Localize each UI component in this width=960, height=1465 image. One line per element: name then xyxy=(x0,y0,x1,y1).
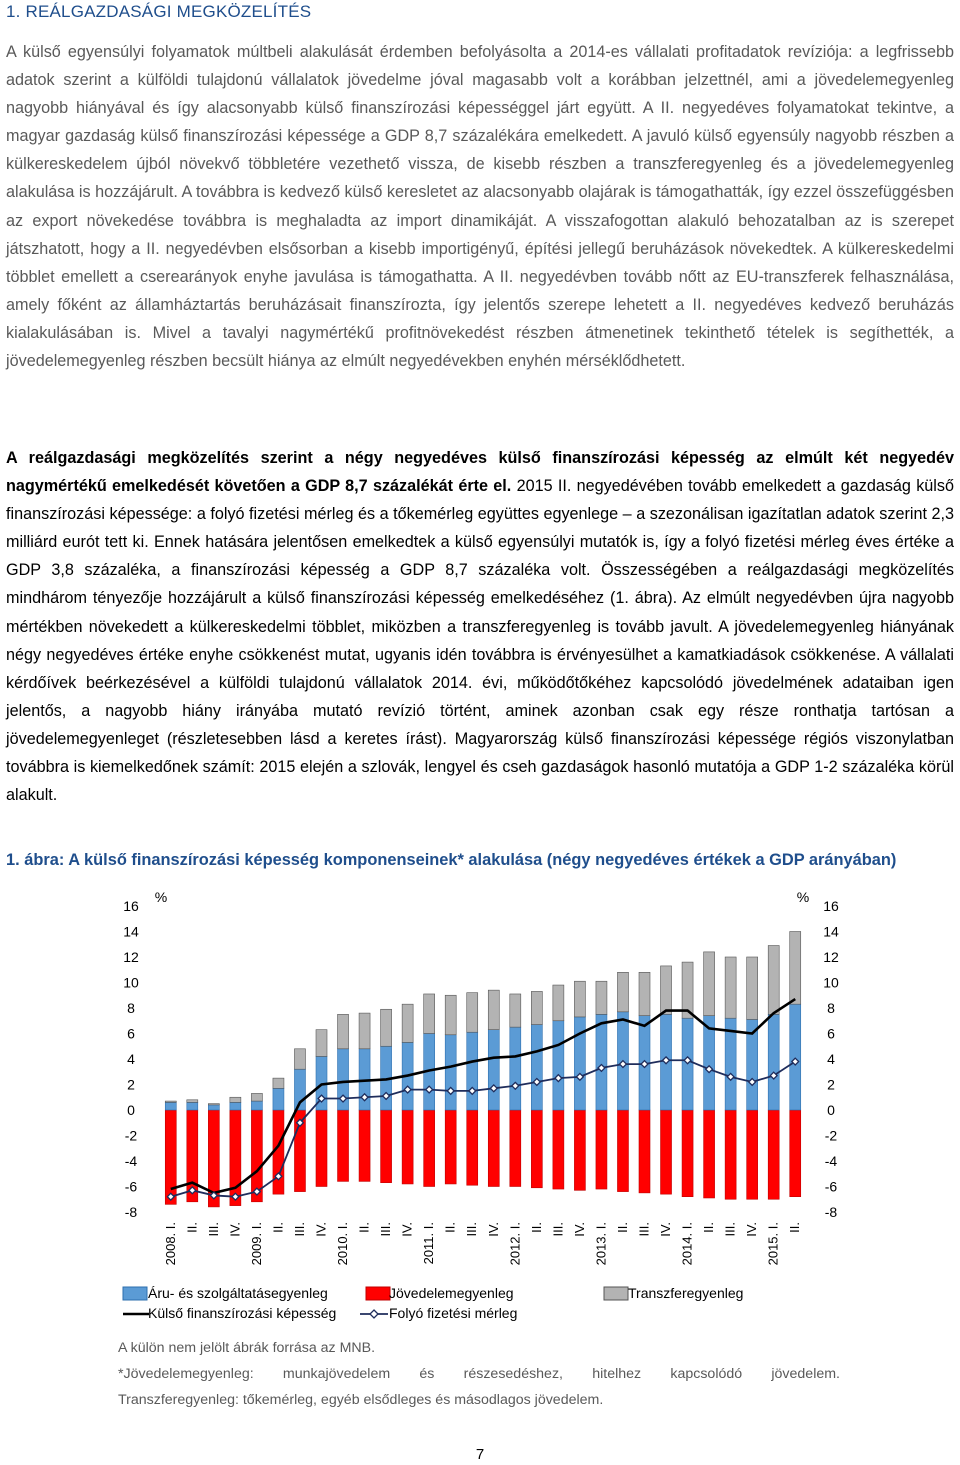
y-tick-left: -4 xyxy=(124,1153,138,1169)
bar-transzferegyenleg xyxy=(338,1014,349,1048)
bar-jovedelemegyenleg xyxy=(790,1110,801,1197)
bar-aru-szolgaltatas xyxy=(187,1102,198,1110)
legend-label-aru: Áru- és szolgáltatásegyenleg xyxy=(148,1285,328,1301)
bar-transzferegyenleg xyxy=(445,995,456,1035)
y-tick-left: 2 xyxy=(127,1076,135,1093)
bar-jovedelemegyenleg xyxy=(553,1110,564,1189)
bar-jovedelemegyenleg xyxy=(725,1110,736,1199)
x-tick-label: III. xyxy=(722,1222,738,1237)
bar-jovedelemegyenleg xyxy=(230,1110,241,1206)
x-tick-label: 2013. I. xyxy=(593,1222,609,1266)
bar-aru-szolgaltatas xyxy=(445,1035,456,1110)
x-tick-label: 2011. I. xyxy=(421,1222,437,1265)
footnote-income-balance: *Jövedelemegyenleg: munkajövedelem és részesedéshez, hitelhez kapcsolódó jövedelem. xyxy=(118,1366,840,1382)
bar-transzferegyenleg xyxy=(510,994,521,1027)
x-tick-label: II. xyxy=(442,1222,458,1233)
bar-transzferegyenleg xyxy=(165,1101,176,1102)
y-tick-right: 6 xyxy=(827,1025,835,1042)
bar-jovedelemegyenleg xyxy=(488,1110,499,1187)
bar-transzferegyenleg xyxy=(294,1049,305,1069)
y-tick-left: 6 xyxy=(127,1025,135,1042)
y-tick-left: 4 xyxy=(127,1051,135,1067)
bar-jovedelemegyenleg xyxy=(747,1110,758,1199)
bar-transzferegyenleg xyxy=(467,993,478,1033)
x-tick-label: II. xyxy=(787,1222,803,1233)
x-tick-label: IV. xyxy=(313,1222,329,1237)
bar-jovedelemegyenleg xyxy=(574,1110,585,1190)
intro-paragraph: A külső egyensúlyi folyamatok múltbeli alakulását érdemben befolyásolta a 2014-es vállalati profitadatok revíziója: a legfrissebb adatok szerint a külföldi tulajdonú vállalatok jövedelme jóval magasabb volt a korábban jelzettnél, ami a jövedelemegyenleg nagyobb hiányával és így alacsonyabb külső finanszírozási képességgel járt együtt. A II. negyedéves folyamatokat tekintve, a magyar gazdaság külső finanszírozási képessége a GDP 8,7 százalékára emelkedett. A javuló külső egyensúly nagyobb részben a külkereskedelem újból növekvő többletére vezethető vissza, de kisebb részben a transzferegyenleg és a jövedelemegyenleg alakulása is hozzájárult. A továbbra is kedvező külső keresletet az alacsonyabb olajárak is támogathatták, így ezzel összefüggésben az export növekedése továbbra is meghaladta az import dinamikáját. A visszafogottan alakuló behozatalban az is szerepet játszhatott, hogy a II. negyedévben elsősorban a kisebb importigényű, építési jellegű beruházások növekedtek. A külkereskedelmi többlet emellett a cserearányok enyhe javulása is támogathatta. A II. negyedévben tovább nőtt az EU-transzferek felhasználása, amely főként az államháztartás beruházásait finanszírozta, így jelentős szerepe lehetett a II. negyedéves kedvező beruházás kialakulásában is. Mivel a tavalyi nagymértékű profitnövekedést részben átmenetinek tekinthető tételek is segíthették, a jövedelemegyenleg részben becsült hiánya az elmúlt negyedévekben enyhén mérséklődhetett. xyxy=(6,43,954,371)
bar-transzferegyenleg xyxy=(531,991,542,1024)
bar-jovedelemegyenleg xyxy=(165,1110,176,1204)
x-tick-label: III. xyxy=(205,1222,221,1237)
bar-jovedelemegyenleg xyxy=(467,1110,478,1185)
bar-transzferegyenleg xyxy=(488,990,499,1030)
y-tick-left: 0 xyxy=(127,1102,135,1118)
bar-aru-szolgaltatas xyxy=(165,1102,176,1110)
x-tick-label: IV. xyxy=(485,1222,501,1237)
bar-transzferegyenleg xyxy=(251,1093,262,1101)
bar-aru-szolgaltatas xyxy=(510,1027,521,1110)
bar-jovedelemegyenleg xyxy=(316,1110,327,1187)
x-tick-label: IV. xyxy=(744,1222,760,1237)
y-tick-right: 2 xyxy=(827,1076,835,1093)
bar-transzferegyenleg xyxy=(768,946,779,1015)
bar-jovedelemegyenleg xyxy=(617,1110,628,1192)
y-tick-right: 4 xyxy=(827,1051,835,1067)
y-tick-right: 8 xyxy=(827,1000,835,1016)
section-heading: 1. REÁLGAZDASÁGI MEGKÖZELÍTÉS xyxy=(6,2,312,21)
legend-marker-ffm xyxy=(370,1310,378,1318)
y-tick-right: 16 xyxy=(823,898,839,914)
bar-transzferegyenleg xyxy=(208,1104,219,1105)
x-tick-label: IV. xyxy=(658,1222,674,1237)
legend-swatch-jovedelem xyxy=(366,1287,390,1300)
bar-jovedelemegyenleg xyxy=(531,1110,542,1188)
bar-jovedelemegyenleg xyxy=(661,1110,672,1194)
legend-label-jovedelem: Jövedelemegyenleg xyxy=(389,1285,514,1301)
legend-label-transzfer: Transzferegyenleg xyxy=(628,1285,744,1301)
x-tick-label: III. xyxy=(464,1222,480,1237)
bar-jovedelemegyenleg xyxy=(682,1110,693,1197)
components-chart xyxy=(0,880,960,1340)
bar-transzferegyenleg xyxy=(596,981,607,1014)
x-tick-label: III. xyxy=(636,1222,652,1237)
legend-swatch-aru xyxy=(123,1287,147,1300)
bar-transzferegyenleg xyxy=(790,932,801,1005)
y-tick-right: -6 xyxy=(824,1178,838,1195)
bar-transzferegyenleg xyxy=(747,957,758,1019)
bar-jovedelemegyenleg xyxy=(704,1110,715,1198)
bar-jovedelemegyenleg xyxy=(596,1110,607,1189)
bar-transzferegyenleg xyxy=(273,1078,284,1088)
page-number: 7 xyxy=(475,1446,485,1463)
bar-jovedelemegyenleg xyxy=(402,1110,413,1184)
bar-jovedelemegyenleg xyxy=(639,1110,650,1193)
bar-aru-szolgaltatas xyxy=(553,1021,564,1110)
x-tick-label: 2008. I. xyxy=(162,1222,178,1266)
bar-jovedelemegyenleg xyxy=(424,1110,435,1187)
y-tick-left: -6 xyxy=(124,1178,138,1195)
bar-transzferegyenleg xyxy=(316,1030,327,1057)
bar-transzferegyenleg xyxy=(381,1009,392,1046)
line-kulso-finanszirozasi-kepesseg xyxy=(171,999,795,1193)
x-tick-label: IV. xyxy=(227,1222,243,1237)
x-tick-label: II. xyxy=(528,1222,544,1233)
bar-transzferegyenleg xyxy=(230,1097,241,1102)
bar-transzferegyenleg xyxy=(639,972,650,1015)
bar-aru-szolgaltatas xyxy=(230,1102,241,1110)
bar-aru-szolgaltatas xyxy=(488,1030,499,1110)
main-paragraph xyxy=(6,444,954,809)
legend-label-kfk: Külső finanszírozási képesség xyxy=(148,1305,337,1321)
bar-transzferegyenleg xyxy=(617,972,628,1012)
x-tick-label: III. xyxy=(291,1222,307,1237)
y-tick-right: -8 xyxy=(824,1204,838,1220)
bar-aru-szolgaltatas xyxy=(596,1014,607,1110)
y-tick-left: 16 xyxy=(123,898,139,914)
y-tick-right: -4 xyxy=(824,1153,838,1169)
bar-aru-szolgaltatas xyxy=(790,1004,801,1110)
bar-transzferegyenleg xyxy=(574,981,585,1017)
x-tick-label: IV. xyxy=(571,1222,587,1237)
x-tick-label: II. xyxy=(614,1222,630,1233)
legend-swatch-transzfer xyxy=(604,1287,628,1300)
x-tick-label: IV. xyxy=(399,1222,415,1237)
x-tick-label: 2012. I. xyxy=(507,1222,523,1266)
bar-transzferegyenleg xyxy=(553,985,564,1021)
x-tick-label: III. xyxy=(550,1222,566,1237)
x-tick-label: 2015. I. xyxy=(765,1222,781,1266)
y-tick-right: 0 xyxy=(827,1102,835,1118)
bar-transzferegyenleg xyxy=(359,1013,370,1049)
x-tick-label: III. xyxy=(378,1222,394,1237)
y-tick-left: 14 xyxy=(123,923,139,940)
x-tick-label: 2010. I. xyxy=(335,1222,351,1266)
unit-label-left: % xyxy=(154,889,168,905)
bar-aru-szolgaltatas xyxy=(208,1105,219,1110)
bar-transzferegyenleg xyxy=(187,1100,198,1103)
footnote-transfer-balance: Transzferegyenleg: tőkemérleg, egyéb elsődleges és másodlagos jövedelem. xyxy=(118,1392,604,1408)
bar-transzferegyenleg xyxy=(725,957,736,1018)
legend-label-ffm: Folyó fizetési mérleg xyxy=(389,1305,518,1321)
bar-jovedelemegyenleg xyxy=(445,1110,456,1184)
bar-aru-szolgaltatas xyxy=(251,1101,262,1110)
bar-jovedelemegyenleg xyxy=(768,1110,779,1199)
bar-transzferegyenleg xyxy=(424,994,435,1034)
bar-transzferegyenleg xyxy=(402,1004,413,1042)
x-tick-label: 2014. I. xyxy=(679,1222,695,1266)
y-tick-left: 12 xyxy=(123,949,139,965)
x-tick-label: 2009. I. xyxy=(248,1222,264,1266)
y-tick-left: -8 xyxy=(124,1204,138,1220)
line-folyo-fizetesi-merleg xyxy=(171,1060,795,1196)
y-tick-right: 12 xyxy=(823,949,839,965)
x-tick-label: II. xyxy=(701,1222,717,1233)
y-tick-right: 14 xyxy=(823,923,839,940)
bar-aru-szolgaltatas xyxy=(531,1025,542,1110)
bar-aru-szolgaltatas xyxy=(273,1088,284,1110)
source-note: A külön nem jelölt ábrák forrása az MNB. xyxy=(118,1340,376,1356)
y-tick-left: 8 xyxy=(127,1000,135,1016)
figure-title: 1. ábra: A külső finanszírozási képesség komponenseinek* alakulása (négy negyedéves értékek a GDP arányában) xyxy=(6,851,897,869)
unit-label-right: % xyxy=(796,889,810,905)
bar-aru-szolgaltatas xyxy=(768,1014,779,1110)
bar-transzferegyenleg xyxy=(661,966,672,1014)
main-paragraph-body: 2015 II. negyedévében tovább emelkedett a gazdaság külső finanszírozási képessége: a folyó fizetési mérleg és a tőkemérleg együttes egyenlege – a szezonálisan igazítatlan adatok szerint 2,3 milliárd eurót tett ki. Ennek hatására jelentősen emelkedtek a külső egyensúlyi mutatók is, így a folyó fizetési mérleg éves értéke a GDP 3,8 százaléka, a finanszírozási képesség a GDP 8,7 százaléka volt. Összességében a reálgazdasági megközelítés mindhárom tényezője hozzájárult a külső finanszírozási képesség emelkedéséhez (1. ábra). Az elmúlt negyedévben újra nagyobb mértékben növekedett a külkereskedelmi többlet, miközben a transzferegyenleg is tovább javult. A jövedelemegyenleg hiányának négy negyedéves értéke enyhe csökkenést mutat, ugyanis idén továbbra is érvényesülhet a kamatkiadások csökkenése. A vállalati kérdőívek beérkezésével a külföldi tulajdonú vállalatok 2014. évi, működőtőkéhez kapcsolódó jövedelmének adataiban igen jelentős, a nagyobb hiány irányába mutató revízió történt, aminek azonban csak egy része ronthatja tartósan a jövedelemegyenleget (részletesebben lásd a keretes írást). Magyarország külső finanszírozási képessége régiós viszonylatban továbbra is kiemelkedőnek számít: 2015 elején a szlovák, lengyel és cseh gazdaságok hasonló mutatója a GDP 1-2 százaléka körül alakult. xyxy=(6,477,954,805)
bar-jovedelemegyenleg xyxy=(510,1110,521,1187)
bar-jovedelemegyenleg xyxy=(338,1110,349,1181)
bar-aru-szolgaltatas xyxy=(467,1032,478,1110)
y-tick-right: -2 xyxy=(824,1127,838,1144)
x-tick-label: II. xyxy=(356,1222,372,1233)
y-tick-right: 10 xyxy=(823,974,839,991)
main-paragraph-lead: A reálgazdasági megközelítés szerint a négy negyedéves külső finanszírozási képesség az elmúlt két negyedév nagymértékű emelkedését követően a GDP 8,7 százalékát érte el. xyxy=(6,449,954,496)
bar-transzferegyenleg xyxy=(704,952,715,1016)
y-tick-left: 10 xyxy=(123,974,139,991)
bar-jovedelemegyenleg xyxy=(381,1110,392,1183)
x-tick-label: II. xyxy=(184,1222,200,1233)
x-tick-label: II. xyxy=(270,1222,286,1233)
bar-jovedelemegyenleg xyxy=(359,1110,370,1181)
y-tick-left: -2 xyxy=(124,1127,138,1144)
